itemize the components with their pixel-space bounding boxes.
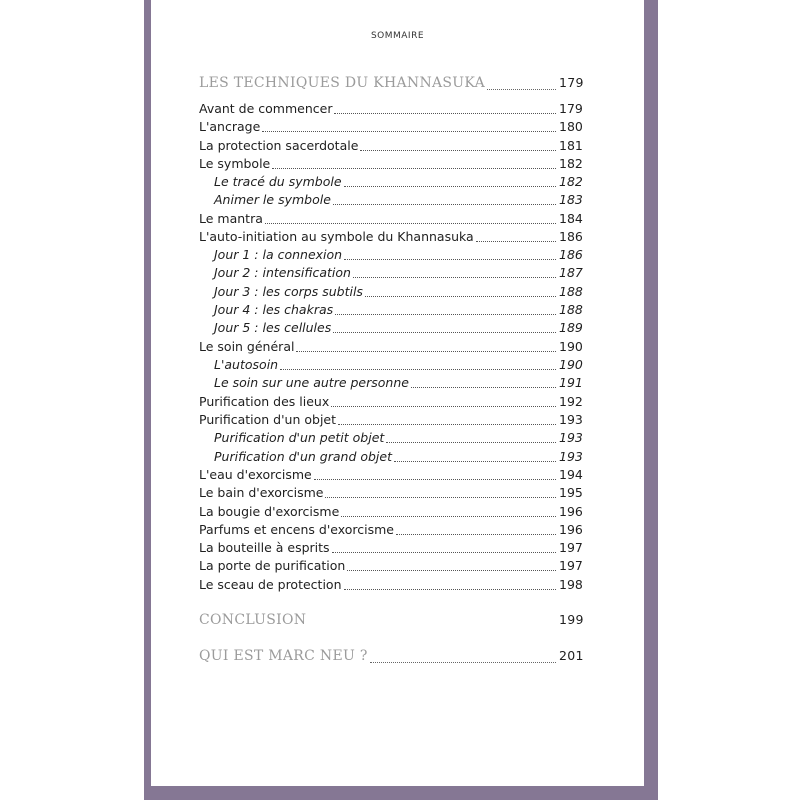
dot-leader [344,258,556,260]
entry-label: Jour 5 : les cellules [214,320,332,335]
toc-section-conclusion[interactable] [199,612,584,632]
toc-entry[interactable] [199,522,581,540]
page-number: 184 [559,211,583,226]
entry-label: Purification d'un objet [199,412,337,427]
entry-label: Le soin général [199,339,295,354]
page-number: 195 [559,485,583,500]
dot-leader [272,167,556,169]
dot-leader [411,386,556,388]
dot-leader [333,203,556,205]
toc-subentry[interactable] [214,449,581,467]
dot-leader [394,460,556,462]
dot-leader [265,222,556,224]
entry-label: La protection sacerdotale [199,138,359,153]
toc-subentry[interactable] [214,192,581,210]
toc-entry[interactable] [199,577,581,595]
dot-leader [325,496,556,498]
entry-label: Le symbole [199,156,271,171]
dot-leader [353,276,556,278]
dot-leader [338,423,556,425]
dot-leader [386,441,556,443]
entry-label: Purification d'un petit objet [214,430,385,445]
entry-label: Jour 1 : la connexion [214,247,343,262]
dot-leader [365,295,556,297]
page-number: 196 [559,522,583,537]
entry-label: Purification d'un grand objet [214,449,392,464]
page-number: 179 [559,101,583,116]
entry-label: La bougie d'exorcisme [199,504,340,519]
entry-label: Animer le symbole [214,192,331,207]
toc-entry[interactable] [199,101,581,119]
dot-leader [370,661,556,663]
entry-label: L'auto-initiation au symbole du Khannasuka [199,229,474,244]
entry-label: La bouteille à esprits [199,540,330,555]
page-number: 188 [559,302,583,317]
dot-leader [331,405,556,407]
page-number: 189 [559,320,583,335]
section-title: CONCLUSION [199,612,307,628]
page-number: 193 [559,449,583,464]
toc-entry[interactable] [199,504,581,522]
dot-leader [360,149,556,151]
page-number: 196 [559,504,583,519]
entry-label: L'eau d'exorcisme [199,467,312,482]
toc-section-author[interactable] [199,648,584,668]
entry-label: Le soin sur une autre personne [214,375,409,390]
entry-label: La porte de purification [199,558,346,573]
page-number: 190 [559,357,583,372]
page-number: 181 [559,138,583,153]
entry-label: Jour 3 : les corps subtils [214,284,363,299]
page-number: 197 [559,540,583,555]
section-title: LES TECHNIQUES DU KHANNASUKA [199,75,486,91]
dot-leader [296,350,556,352]
toc-subentry[interactable] [214,284,581,302]
toc-entry[interactable] [199,229,581,247]
entry-label: Le mantra [199,211,263,226]
dot-leader [334,112,556,114]
toc-entry[interactable] [199,412,581,430]
page-number: 197 [559,558,583,573]
entry-label: Jour 4 : les chakras [214,302,334,317]
dot-leader [280,368,556,370]
toc-section-techniques[interactable] [199,75,584,95]
dot-leader [335,313,556,315]
page-number: 201 [559,648,584,663]
page-number: 180 [559,119,583,134]
page-number: 186 [559,247,583,262]
page-number: 182 [559,174,583,189]
entry-label: L'autosoin [214,357,279,372]
page-number: 179 [559,75,584,90]
toc-page [151,0,644,786]
page-number: 183 [559,192,583,207]
dot-leader [347,569,556,571]
entry-label: Parfums et encens d'exorcisme [199,522,395,537]
running-head: SOMMAIRE [370,31,425,41]
toc-subentry[interactable] [214,430,581,448]
entry-label: Purification des lieux [199,394,330,409]
toc-entry[interactable] [199,485,581,503]
section-title: QUI EST MARC NEU ? [199,648,368,664]
entry-label: L'ancrage [199,119,261,134]
toc-subentry[interactable] [214,265,581,283]
entry-label: Le sceau de protection [199,577,342,592]
entry-label: Jour 2 : intensification [214,265,351,280]
entry-label: Avant de commencer [199,101,333,116]
toc-entry[interactable] [199,119,581,137]
dot-leader [314,478,556,480]
toc-subentry[interactable] [214,320,581,338]
page-number: 186 [559,229,583,244]
dot-leader [341,515,556,517]
toc-subentry[interactable] [214,357,581,375]
page-number: 190 [559,339,583,354]
dot-leader [333,331,556,333]
toc-entry[interactable] [199,394,581,412]
dot-leader [396,533,556,535]
toc-subentry[interactable] [214,302,581,320]
page-number: 191 [559,375,583,390]
toc-subentry[interactable] [214,174,581,192]
page-number: 198 [559,577,583,592]
page-number: 193 [559,430,583,445]
dot-leader [344,185,556,187]
toc-entry[interactable] [199,540,581,558]
page-number: 199 [559,612,584,627]
toc-entry[interactable] [199,156,581,174]
dot-leader [262,130,556,132]
entry-label: Le tracé du symbole [214,174,342,189]
page-number: 182 [559,156,583,171]
toc-entry[interactable] [199,558,581,576]
entry-label: Le bain d'exorcisme [199,485,324,500]
dot-leader [487,88,556,90]
dot-leader [476,240,556,242]
page-number: 188 [559,284,583,299]
dot-leader [344,588,557,590]
toc-subentry[interactable] [214,375,581,393]
toc-subentry[interactable] [214,247,581,265]
dot-leader [332,551,556,553]
toc-entry[interactable] [199,467,581,485]
page-number: 193 [559,412,583,427]
toc-entry[interactable] [199,138,581,156]
toc-entry[interactable] [199,211,581,229]
page-number: 194 [559,467,583,482]
toc-entry[interactable] [199,339,581,357]
page-number: 187 [559,265,583,280]
page-number: 192 [559,394,583,409]
